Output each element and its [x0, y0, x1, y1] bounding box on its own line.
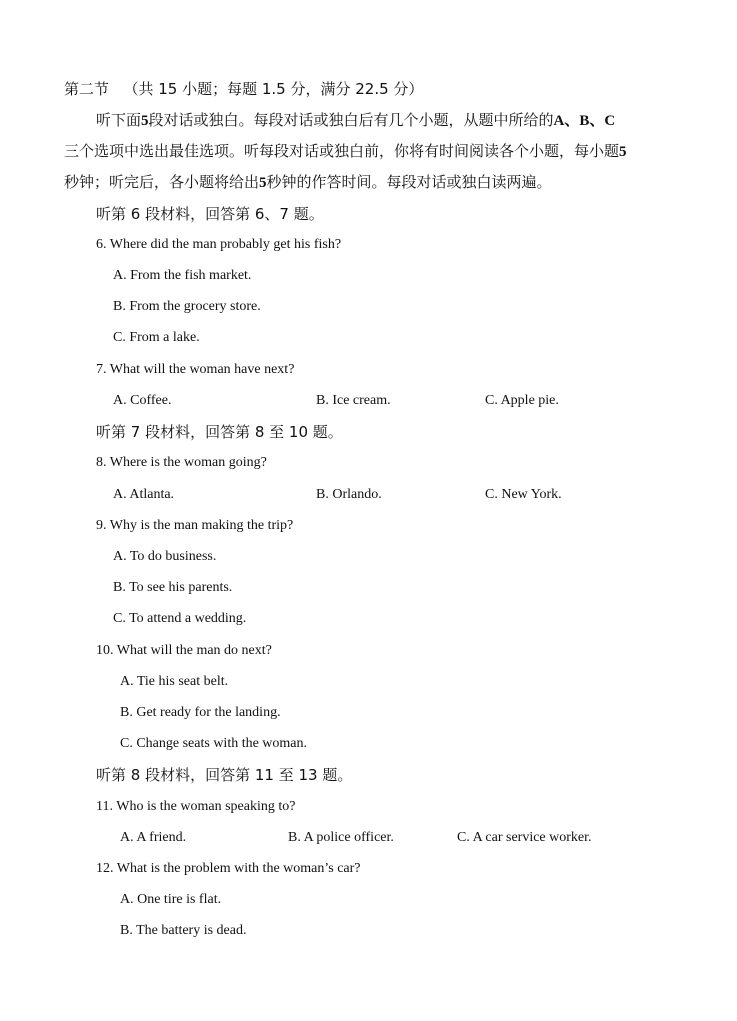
option-c: C. New York. — [485, 487, 562, 502]
instr-number: 5 — [619, 144, 627, 160]
instr-text: 秒钟的作答时间。每段对话或独白读两遍。 — [266, 173, 552, 191]
option-b: B. A police officer. — [288, 830, 394, 845]
option-b: B. Get ready for the landing. — [120, 705, 281, 720]
option-c: C. To attend a wedding. — [113, 611, 247, 626]
instr-text: 听下面 — [96, 111, 142, 129]
option-a: A. Tie his seat belt. — [120, 674, 229, 689]
instructions-line-2 — [64, 142, 627, 161]
option-a: A. To do business. — [113, 549, 217, 564]
section-header — [64, 80, 423, 99]
instr-options-abc: A、B、C — [553, 113, 616, 129]
option-c: C. A car service worker. — [457, 830, 592, 845]
question-stem: 6. Where did the man probably get his fish? — [96, 237, 342, 252]
section-title: 第二节 — [64, 80, 110, 98]
option-b: B. From the grocery store. — [113, 299, 261, 314]
instructions-line-3 — [64, 173, 552, 192]
option-c: C. Apple pie. — [485, 393, 559, 408]
option-a: A. Coffee. — [113, 393, 172, 408]
option-b: B. Orlando. — [316, 487, 382, 502]
section-note: （共 15 小题；每题 1.5 分，满分 22.5 分） — [123, 80, 424, 98]
instr-number: 5 — [259, 175, 267, 191]
question-stem: 8. Where is the woman going? — [96, 455, 267, 470]
option-b: B. To see his parents. — [113, 580, 233, 595]
option-a: A. One tire is flat. — [120, 892, 222, 907]
question-stem: 11. Who is the woman speaking to? — [96, 799, 296, 814]
group-label: 听第 6 段材料，回答第 6、7 题。 — [96, 205, 324, 223]
question-stem: 10. What will the man do next? — [96, 643, 272, 658]
question-stem: 7. What will the woman have next? — [96, 362, 295, 377]
group-label: 听第 7 段材料，回答第 8 至 10 题。 — [96, 423, 343, 441]
instructions-line-1 — [96, 111, 615, 130]
option-a: A. From the fish market. — [113, 268, 252, 283]
option-a: A. A friend. — [120, 830, 187, 845]
question-stem: 12. What is the problem with the woman’s car? — [96, 861, 361, 876]
option-b: B. The battery is dead. — [120, 923, 247, 938]
instr-number: 5 — [141, 113, 149, 129]
option-b: B. Ice cream. — [316, 393, 391, 408]
option-a: A. Atlanta. — [113, 487, 175, 502]
instr-text: 秒钟；听完后，各小题将给出 — [64, 173, 260, 191]
instr-text: 三个选项中选出最佳选项。听每段对话或独白前，你将有时间阅读各个小题，每小题 — [64, 142, 620, 160]
option-c: C. Change seats with the woman. — [120, 736, 308, 751]
group-label: 听第 8 段材料，回答第 11 至 13 题。 — [96, 766, 353, 784]
option-c: C. From a lake. — [113, 330, 200, 345]
question-stem: 9. Why is the man making the trip? — [96, 518, 294, 533]
instr-text: 段对话或独白。每段对话或独白后有几个小题，从题中所给的 — [148, 111, 554, 129]
